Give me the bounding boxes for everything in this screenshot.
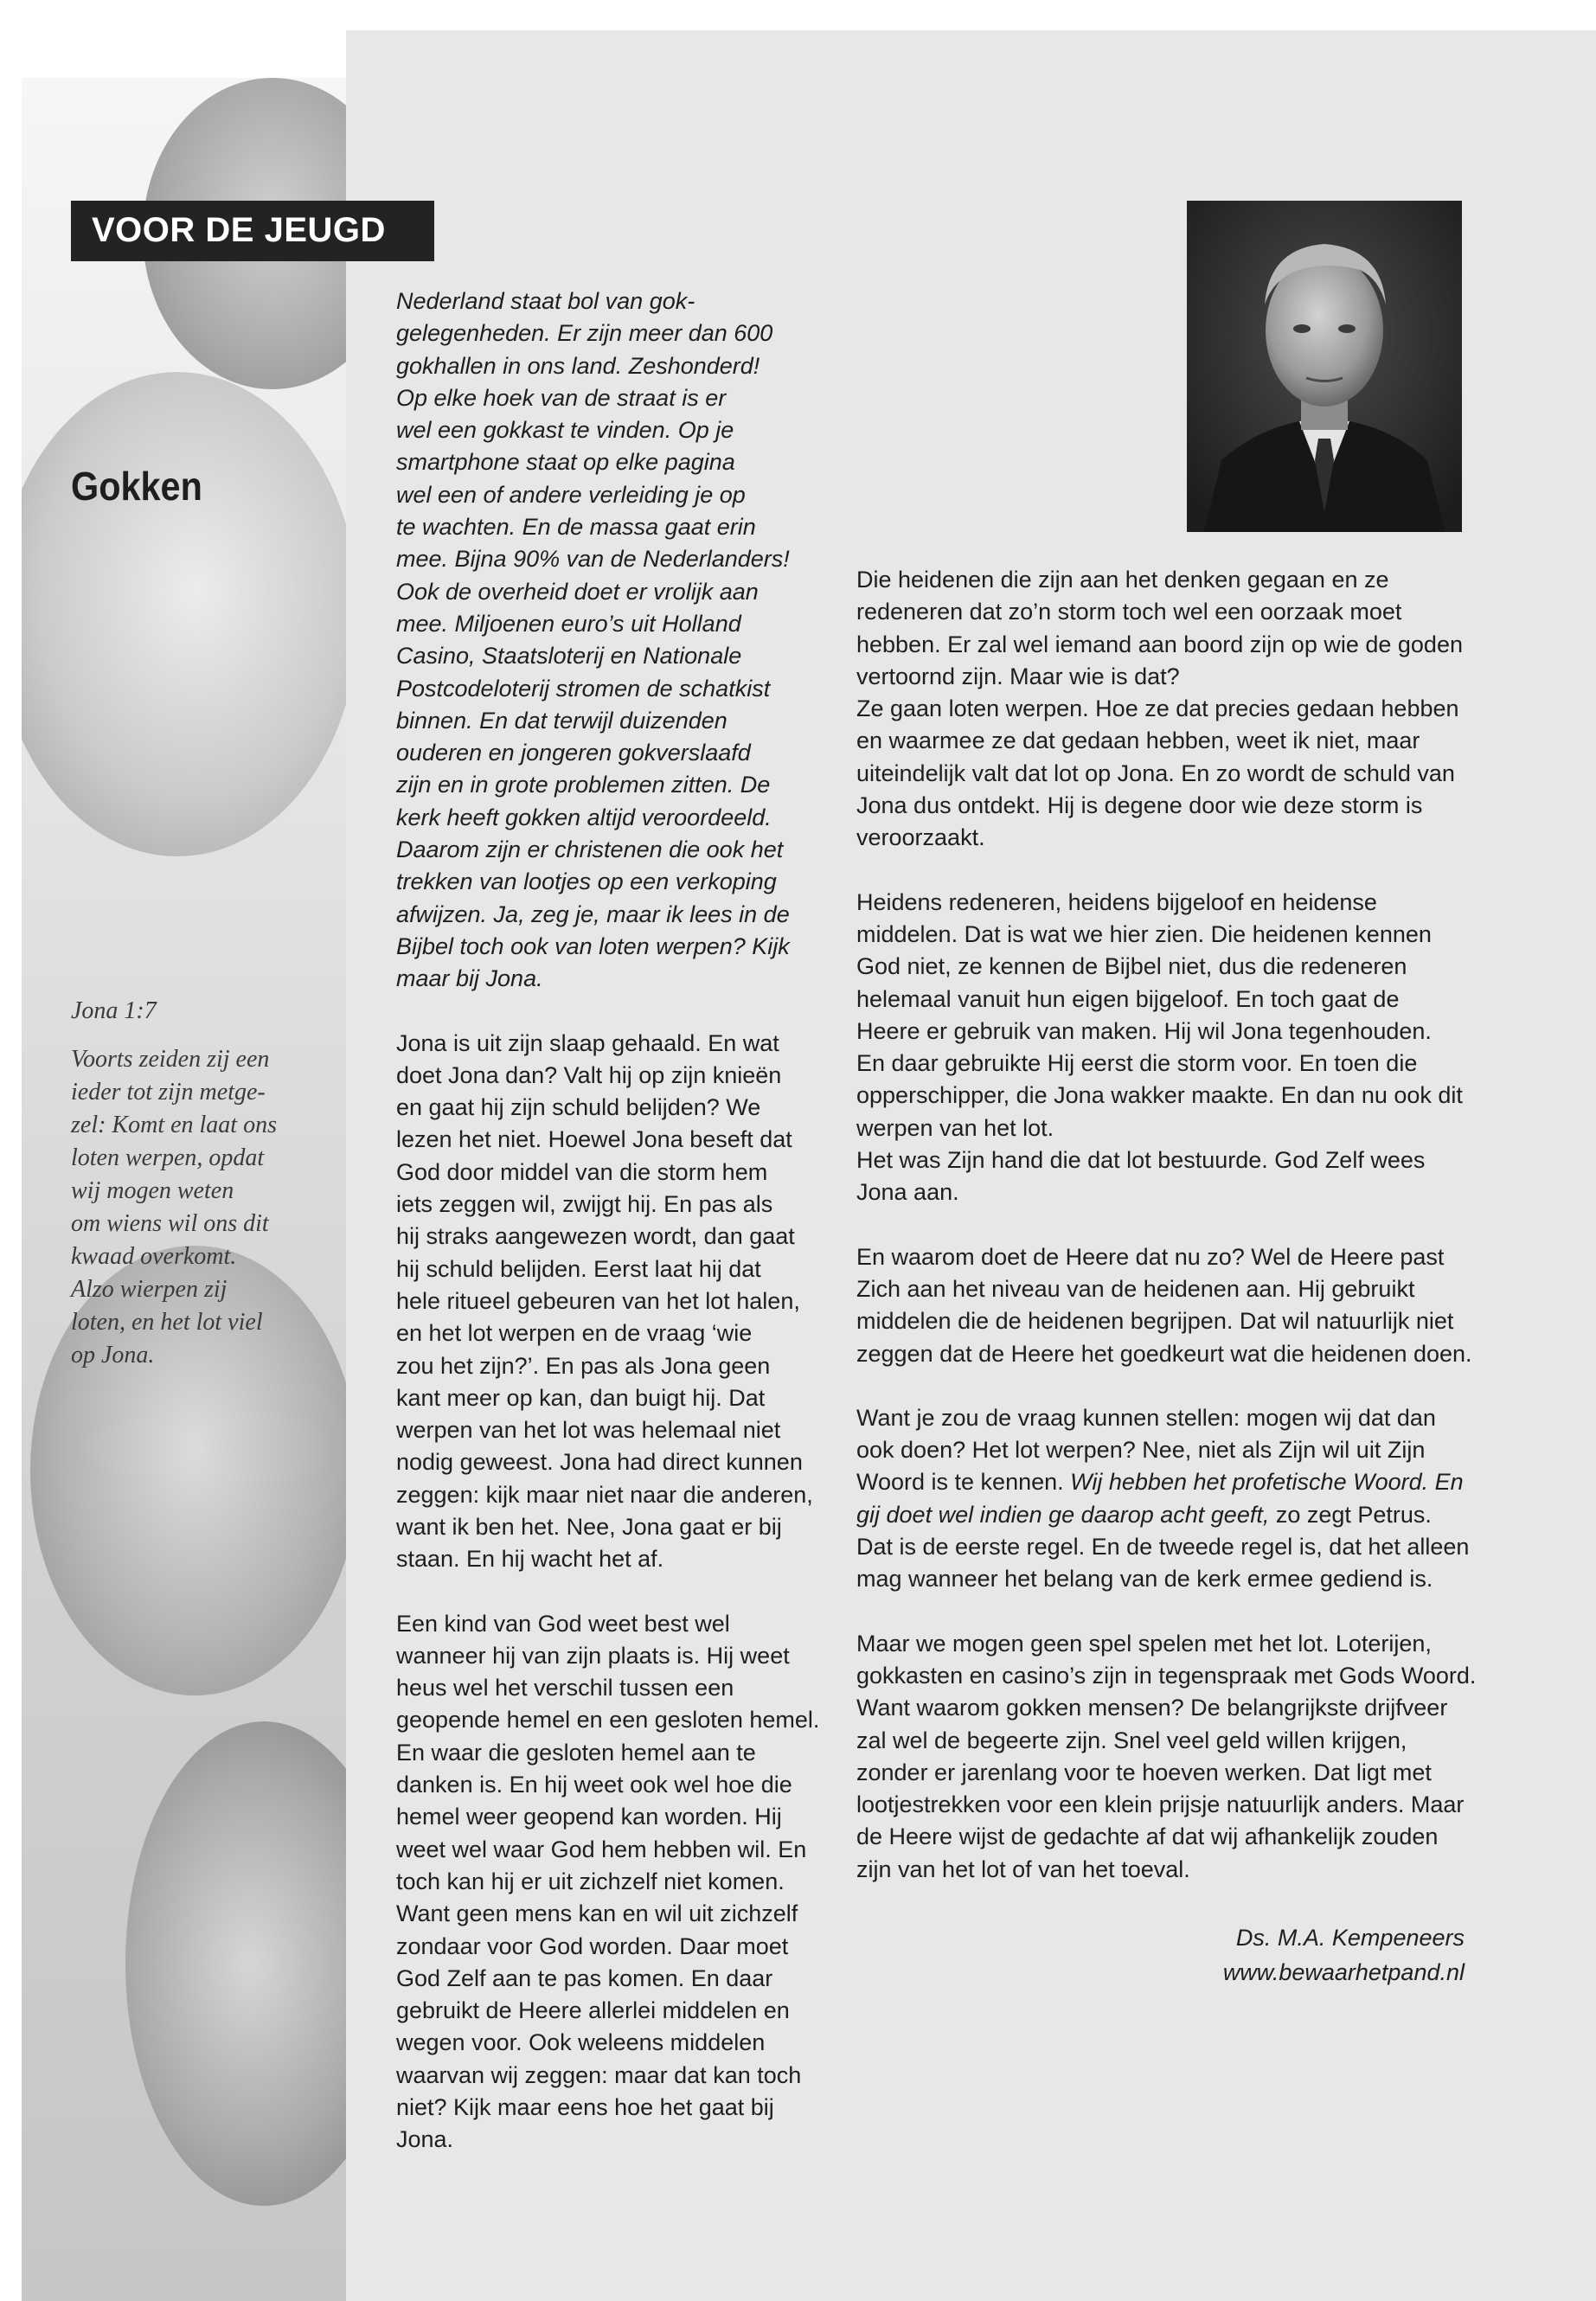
text-line: mag wanneer het belang van de kerk ermee gediend is. [856,1566,1433,1593]
verse-line: loten werpen, opdat [71,1144,265,1171]
text-line: lootjestrekken voor een klein prijsje natuurlijk anders. Maar [856,1791,1465,1818]
portrait-illustration [1187,201,1462,532]
text-line: En waarom doet de Heere dat nu zo? Wel de Heere past [856,1243,1445,1270]
text-line: Daarom zijn er christenen die ook het [396,836,784,863]
verse-line: ieder tot zijn metge- [71,1079,266,1106]
column2-paragraph-4 [856,1402,1479,1596]
text-line: Postcodeloterij stromen de schatkist [396,675,771,702]
verse-line: loten, en het lot viel [71,1309,263,1336]
text-line: Heidens redeneren, heidens bijgeloof en heidense [856,888,1377,915]
text-line: want ik ben het. Nee, Jona gaat er bij [396,1513,782,1540]
text-segment: Woord is te kennen. [856,1469,1071,1496]
text-line: zeggen dat de Heere het goedkeurt wat die heidenen doen. [856,1340,1472,1367]
text-line: God door middel van die storm hem [396,1158,768,1185]
text-line: En daar gebruikte Hij eerst die storm voor. En toen die [856,1050,1418,1077]
text-line: Jona is uit zijn slaap gehaald. En wat [396,1029,779,1056]
text-line: Een kind van God weet best wel [396,1610,730,1637]
text-line: staan. En hij wacht het af. [396,1546,664,1573]
text-line: Jona aan. [856,1179,959,1206]
text-line: trekken van lootjes op een verkoping [396,868,777,895]
author-signature [1223,1920,1465,1990]
column2-paragraph-3 [856,1241,1479,1370]
column1-paragraph-2 [396,1028,846,1576]
text-line: uiteindelijk valt dat lot op Jona. En zo wordt de schuld van [856,760,1455,786]
text-line: werpen van het lot. [856,1114,1054,1141]
verse-reference: Jona 1:7 [71,997,157,1024]
text-line: wegen voor. Ook weleens middelen [396,2029,766,2056]
author-website-link[interactable]: www.bewaarhetpand.nl [1222,1959,1465,1985]
text-line: hij schuld belijden. Eerst laat hij dat [396,1255,761,1282]
text-line: doet Jona dan? Valt hij op zijn knieën [396,1061,782,1088]
text-line: ook doen? Het lot werpen? Nee, niet als Zijn wil uit Zijn [856,1437,1426,1464]
text-line: helemaal vanuit hun eigen bijgeloof. En toch gaat de [856,985,1400,1012]
verse-line: Alzo wierpen zij [71,1276,228,1303]
text-line: zijn en in grote problemen zitten. De [396,772,771,798]
text-line: en gaat hij zijn schuld belijden? We [396,1094,761,1121]
text-line: hebben. Er zal wel iemand aan boord zijn op wie de goden [856,631,1463,657]
text-line: Zich aan het niveau van de heidenen aan. Hij gebruikt [856,1275,1415,1302]
photo-face-4 [125,1721,346,2206]
text-line: Want je zou de vraag kunnen stellen: mogen wij dat dan [856,1404,1436,1431]
text-line [856,1466,1479,1498]
text-line: wanneer hij van zijn plaats is. Hij weet [396,1642,790,1669]
text-line: en waarmee ze dat gedaan hebben, weet ik niet, maar [856,727,1420,754]
author-name: Ds. M.A. Kempeneers [1235,1925,1465,1951]
text-line: zondaar voor God worden. Daar moet [396,1932,789,1959]
text-line: God niet, ze kennen de Bijbel niet, dus die redeneren [856,953,1407,980]
text-line: gokhallen in ons land. Zeshonderd! [396,352,760,379]
text-line: Maar we mogen geen spel spelen met het lot. Loterijen, [856,1630,1432,1657]
photo-face-2 [22,372,346,856]
text-line: Want waarom gokken mensen? De belangrijkste drijfveer [856,1695,1448,1721]
text-line: zijn van het lot of van het toeval. [856,1856,1190,1882]
text-line: weet wel waar God hem hebben wil. En [396,1836,807,1862]
text-line: Ze gaan loten werpen. Hoe ze dat precies gedaan hebben [856,695,1459,722]
text-line: Casino, Staatsloterij en Nationale [396,643,742,670]
text-line: danken is. En hij weet ook wel hoe die [396,1772,792,1798]
text-line: middelen die de heidenen begrijpen. Dat wil natuurlijk niet [856,1308,1454,1335]
column2-paragraph-2 [856,887,1479,1209]
text-line: Die heidenen die zijn aan het denken gegaan en ze [856,567,1389,593]
text-line: iets zeggen wil, zwijgt hij. En pas als [396,1191,773,1218]
text-line: middelen. Dat is wat we hier zien. Die heidenen kennen [856,920,1432,947]
text-line: hele ritueel gebeuren van het lot halen, [396,1287,800,1314]
text-line: ouderen en jongeren gokverslaafd [396,740,751,766]
text-line: zou het zijn?’. En pas als Jona geen [396,1352,771,1379]
text-line: te wachten. En de massa gaat erin [396,514,756,541]
text-line: God Zelf aan te pas komen. En daar [396,1965,773,1991]
column2-paragraph-1 [856,564,1479,855]
text-line: Jona. [396,2126,454,2153]
column1-paragraph-3 [396,1608,846,2157]
text-line: Jona dus ontdekt. Hij is degene door wie deze storm is [856,792,1423,819]
text-line: hij straks aangewezen wordt, dan gaat [396,1223,795,1250]
text-line: vertoornd zijn. Maar wie is dat? [856,663,1180,689]
text-line: wel een of andere verleiding je op [396,481,746,508]
text-line: zonder er jarenlang voor te hoeven werken. Dat ligt met [856,1759,1432,1785]
text-line: de Heere wijst de gedachte af dat wij afhankelijk zouden [856,1823,1439,1850]
text-segment: zo zegt Petrus. [1269,1501,1432,1528]
text-line: zal wel de begeerte zijn. Snel veel geld willen krijgen, [856,1727,1407,1753]
text-line: en het lot werpen en de vraag ‘wie [396,1320,753,1347]
text-line: redeneren dat zo’n storm toch wel een oorzaak moet [856,599,1402,625]
text-line: Dat is de eerste regel. En de tweede regel is, dat het alleen [856,1534,1470,1561]
section-header: VOOR DE JEUGD [92,211,386,249]
text-line: Heere er gebruik van maken. Hij wil Jona tegenhouden. [856,1017,1432,1044]
text-line: heus wel het verschil tussen een [396,1675,734,1702]
text-line: hemel weer geopend kan worden. Hij [396,1804,782,1830]
text-line: veroorzaakt. [856,824,985,851]
verse-line: om wiens wil ons dit [71,1210,269,1237]
verse-line: zel: Komt en laat ons [71,1112,277,1138]
text-line: zeggen: kijk maar niet naar die anderen, [396,1481,813,1508]
intro-paragraph [396,285,846,996]
author-portrait [1187,201,1462,532]
verse-line: kwaad overkomt. [71,1243,237,1270]
text-line: kant meer op kan, dan buigt hij. Dat [396,1384,766,1411]
text-line: nodig geweest. Jona had direct kunnen [396,1449,803,1476]
text-line: En waar die gesloten hemel aan te [396,1739,756,1766]
text-line: Want geen mens kan en wil uit zichzelf [396,1900,798,1927]
article-column-2 [856,564,1479,1886]
text-line: smartphone staat op elke pagina [396,449,735,476]
text-line: maar bij Jona. [396,965,543,992]
text-line: lezen het niet. Hoewel Jona beseft dat [396,1126,792,1153]
text-line: niet? Kijk maar eens hoe het gaat bij [396,2094,774,2121]
text-line: Op elke hoek van de straat is er [396,384,727,411]
text-line: kerk heeft gokken altijd veroordeeld. [396,804,772,830]
text-line: wel een gokkast te vinden. Op je [396,417,734,444]
text-line: mee. Bijna 90% van de Nederlanders! [396,546,790,573]
text-line: geopende hemel en een gesloten hemel. [396,1707,820,1734]
verse-line: Voorts zeiden zij een [71,1046,270,1073]
text-line: Het was Zijn hand die dat lot bestuurde. God Zelf wees [856,1147,1426,1174]
verse-line: wij mogen weten [71,1177,234,1204]
quote-italic: gij doet wel indien ge daarop acht geeft, [856,1501,1270,1528]
text-line: toch kan hij er uit zichzelf niet komen. [396,1868,785,1894]
text-line: binnen. En dat terwijl duizenden [396,707,727,734]
text-line [856,1499,1479,1531]
text-line: werpen van het lot was helemaal niet [396,1417,781,1444]
text-line: opperschipper, die Jona wakker maakte. En dan nu ook dit [856,1082,1463,1109]
article-column-1 [396,285,846,2157]
column2-paragraph-5 [856,1628,1479,1886]
text-line: Nederland staat bol van gok- [396,288,695,314]
text-line: waarvan wij zeggen: maar dat kan toch [396,2061,802,2088]
text-line: gelegenheden. Er zijn meer dan 600 [396,320,773,347]
text-line: mee. Miljoenen euro’s uit Holland [396,610,741,637]
article-title: Gokken [71,464,202,509]
bible-verse [71,995,330,1372]
text-line: Bijbel toch ook van loten werpen? Kijk [396,933,790,959]
text-line: gokkasten en casino’s zijn in tegenspraak met Gods Woord. [856,1662,1477,1689]
text-line: Ook de overheid doet er vrolijk aan [396,578,759,605]
quote-italic: Wij hebben het profetische Woord. En [1070,1469,1464,1496]
verse-line: op Jona. [71,1342,155,1368]
text-line: gebruikt de Heere allerlei middelen en [396,1997,790,2024]
text-line: afwijzen. Ja, zeg je, maar ik lees in de [396,901,790,927]
